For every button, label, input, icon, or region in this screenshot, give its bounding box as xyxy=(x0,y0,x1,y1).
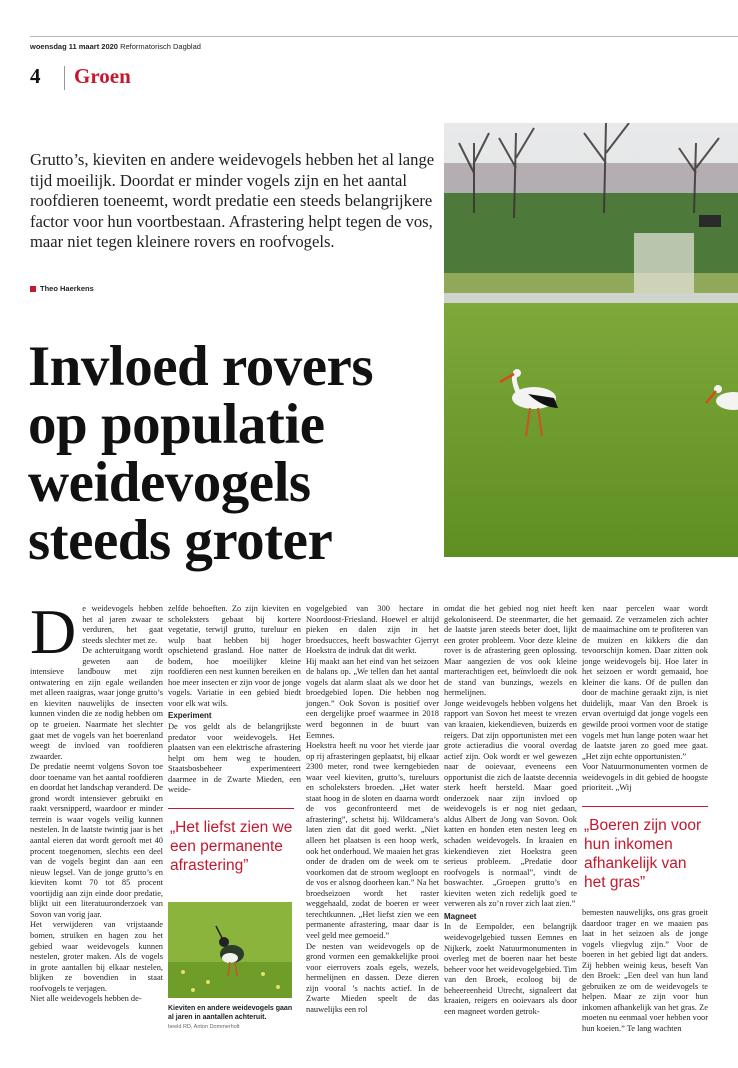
paragraph: Hij maakt aan het eind van het seizoen de balans op. „We tellen dan het aantal vogels dat alarm slaat als we door het broedgebied lopen. Die hebben nog jongen.” Ook Sovon is positief over een dergelijke proef waarmee in 2018 werd begonnen in de buurt van Eemnes. xyxy=(306,656,439,740)
paragraph: In de Eempolder, een belangrijk weidevogelgebied tussen Eemnes en Nijkerk, zoekt Natuurmonumenten in overleg met de boeren naar het beste beheer voor het weidevogelgebied. Tim van den Broek, ecoloog bij de beheereenheid Utrecht, signaleert dat kraaien, reigers en ooievaars als door een magneet worden getrok- xyxy=(444,922,577,1016)
photo-caption: Kieviten en andere weidevogels gaan al jaren in aantallen achteruit. xyxy=(168,1005,293,1021)
lapwing-illustration xyxy=(168,902,292,998)
article-column-4 xyxy=(444,604,577,1017)
paragraph: De nesten van weidevogels op de grond vormen een gemakkelijke prooi voor eierrovers zoals egels, wezels, hermelijnen en dassen. Deze dieren zijn vooral ’s nachts actief. In de Zwarte Mieden speelt de das nauwelijks een rol xyxy=(306,941,439,1014)
paragraph: ken naar percelen waar wordt gemaaid. Ze verzamelen zich achter de maaimachine om te profiteren van de muizen en kikkers die dan tevoorschijn komen. Daar zitten ook jonge weidevogels bij. Hoe later in het seizoen er wordt gemaaid, hoe kleiner die kans. Of de pullen dan door de machine geraakt zijn, is niet duidelijk, maar Van den Broek is ervan overtuigd dat jonge vogels een gewilde prooi vormen voor de statige vogels met hun lange poten waar het de laatste jaren zo goed mee gaat. „Het zijn echte opportunisten.” xyxy=(582,604,708,761)
article-column-3 xyxy=(306,604,439,1015)
paragraph: De predatie neemt volgens Sovon toe door toename van het aantal roofdieren en doordat het landschap veranderd. De grond wordt intensiever gebruikt en raakt versnipperd, waardoor er minder terrein is waar vogels veilig kunnen nestelen. In de laatste twintig jaar is het aantal eieren dat wordt gerooft met 40 procent toegenomen, slechts een deel van de vogels begint dan aan een nieuw legsel. Van de jonge grutto’s en kieviten komt 70 tot 85 procent voortijdig aan zijn einde door predatie, blijkt uit een literatuuronderzoek van Sovon van vorig jaar. xyxy=(30,762,164,919)
pull-quote-2: „Boeren zijn voor hun inkomen afhankelijk van het gras” xyxy=(584,817,702,891)
stork-photo xyxy=(444,123,738,557)
paragraph: vogelgebied van 300 hectare in Noordoost-Friesland. Hoewel er altijd pieken en dalen zijn in het broedsucces, heeft boswachter Gjerryt Hoekstra de indruk dat dit werkt. xyxy=(306,604,439,656)
paragraph: zelfde behoeften. Zo zijn kieviten en scholeksters gebaat bij kortere vegetatie, terwijl grutto, tureluur en wulp baat hebben bij hoger opschietend grasland. Hoe natter de bodem, hoe moeilijker kleine roofdieren een nest kunnen bereiken en hoe meer insecten er zijn voor de jonge vogels. Variatie in een gebied biedt voor elk wat wils. xyxy=(168,604,301,708)
paragraph: Het verwijderen van vrijstaande bomen, struiken en hagen zou het gebied waar weidevogels kunnen nestelen, groter maken. Als de vogels in grote aantallen bij elkaar nestelen, blijken ze bovendien in staat roofvogels te verjagen. xyxy=(30,920,163,993)
paragraph: De vos geldt als de belangrijkste predator voor weidevogels. Het plaatsen van een elektrische afrastering helpt om hem weg te houden. Staatsbosbeheer experimenteert daarmee in de Zwarte Mieden, een weide- xyxy=(168,722,301,795)
stork-photo-illustration xyxy=(444,123,738,557)
lapwing-photo xyxy=(168,902,292,998)
headline-line: weidevogels xyxy=(28,451,311,514)
paragraph: Hoekstra heeft nu voor het vierde jaar op rij afrasteringen geplaatst, bij elkaar 2300 meter, rond twee kerngebieden waar veel kieviten, grutto’s, tureluurs en scholeksters broeden. „Het water staat hoog in de sloten en daarna wordt de vos geconfronteerd met de afrastering”, schetst hij. Wildcamera’s laten zien dat dit goed werkt. „Niet alleen het plaatsen is een hoop werk, ook het onderhoud. We maaien het gras onder de draden om de week om te voorkomen dat de stroom wegloopt en de vos er alsnog doorheen kan.” Na het broedseizoen wordt het raster weggehaald, zodat de boeren er weer terechtkunnen. „Het liefst zien we een permanente afrastering, maar daar is veel geld mee gemoeid.” xyxy=(306,741,439,940)
byline-marker-icon xyxy=(30,286,36,292)
article-column-2 xyxy=(168,604,301,796)
author-name: Theo Haerkens xyxy=(40,284,94,293)
headline-line: steeds groter xyxy=(28,509,333,572)
headline xyxy=(28,335,438,572)
headline-line: op populatie xyxy=(28,393,325,456)
page-header xyxy=(30,42,201,51)
section-title: Groen xyxy=(74,64,131,88)
paragraph: e weidevogels hebben het al jaren zwaar te verduren, het gaat steeds slechter met ze. xyxy=(82,604,163,645)
issue-date: woensdag 11 maart 2020 xyxy=(30,42,118,51)
paragraph: bemesten nauwelijks, ons gras groeit daardoor trager en we maaien pas laat in het seizoen als de jonge vogels vliegvlug zijn.” Voor de boeren in het gebied ligt dat anders. Zij hebben weinig keus, beseft Van den Broek: „Een deel van hun land gebruiken ze om de weidevogels te helpen. Maar ze zijn voor hun inkomen afhankelijk van het gras. Ze moeten nu eenmaal voer hebben voor hun koeien.” Te lang wachten xyxy=(582,908,708,1034)
quote-rule xyxy=(168,808,294,809)
paragraph: Jonge weidevogels hebben volgens het rapport van Sovon het meest te vrezen van kraaien, kiekendieven, buizerds en reigers. Dat zijn opportunisten met een grote actieradius die vooral overdag actief zijn. Ook wordt er wel gewezen naar de ooievaar, eveneens een opportunist die zich de laatste decennia sterk heeft hersteld. Maar goed onderzoek naar zijn invloed op weidevogels is er nog niet gedaan, aldus Albert de Jong van Sovon. Ook katten en honden eten nesten leeg en schaden weidevogels. In kraaien en kiekendieven ziet Hoekstra geen serieus probleem. „Predatie door roofvogels is normaal”, vindt de boswachter. „Groepen grutto’s en kieviten weten zich redelijk goed te verweren als zo’n rover zich laat zien.” xyxy=(444,698,577,909)
quote-rule xyxy=(582,806,708,807)
paragraph: Niet alle weidevogels hebben de- xyxy=(30,994,142,1004)
photo-credit: beeld RD, Anton Dommerholt xyxy=(168,1024,240,1030)
subheading: Magneet xyxy=(444,911,477,921)
top-rule xyxy=(30,36,738,37)
paragraph: De achteruitgang wordt geweten aan de intensieve landbouw met zijn ontwatering en zijn egale weilanden met alleen raaigras, waar jonge grutto’s en kieviten nauwelijks de insecten kunnen vinden die ze nodig hebben om op te groeien. Naarmate het slechter gaat met de vogels van het boerenland weegt de invloed van roofdieren zwaarder. xyxy=(30,646,163,761)
pull-quote-1: „Het liefst zien we een permanente afrastering” xyxy=(170,819,293,874)
article-column-5 xyxy=(582,604,708,794)
intro-paragraph: Grutto’s, kieviten en andere weidevogels hebben het al lange tijd moeilijk. Doordat er minder vogels zijn en het aantal roofdieren toeneemt, wordt predatie een steeds belangrijkere factor voor hun voortbestaan. Afrastering helpt tegen de vos, maar niet tegen kleinere rovers en roofvogels. xyxy=(30,150,435,251)
article-column-5-continued xyxy=(582,908,708,1035)
article-column-1 xyxy=(30,596,164,1005)
paragraph: Voor Natuurmonumenten vormen de weidevogels in dit gebied de hoogste prioriteit. „Wij xyxy=(582,762,708,793)
paragraph: omdat die het gebied nog niet heeft gekoloniseerd. De steenmarter, die het de laatste jaren steeds beter doet, lijkt een groter probleem. Voor deze kleine rover is de afrastering geen oplossing. Maar aangezien de vos ook kleine marterachtigen eet, beïnvloedt die ook de stand van bunzings, wezels en hermelijnen. xyxy=(444,604,577,698)
byline xyxy=(30,284,94,293)
drop-cap: D xyxy=(30,596,77,667)
subheading: Experiment xyxy=(168,711,212,721)
header-divider xyxy=(64,66,65,90)
page-number: 4 xyxy=(30,64,41,88)
headline-line: Invloed rovers xyxy=(28,335,374,398)
paper-name: Reformatorisch Dagblad xyxy=(120,42,201,51)
